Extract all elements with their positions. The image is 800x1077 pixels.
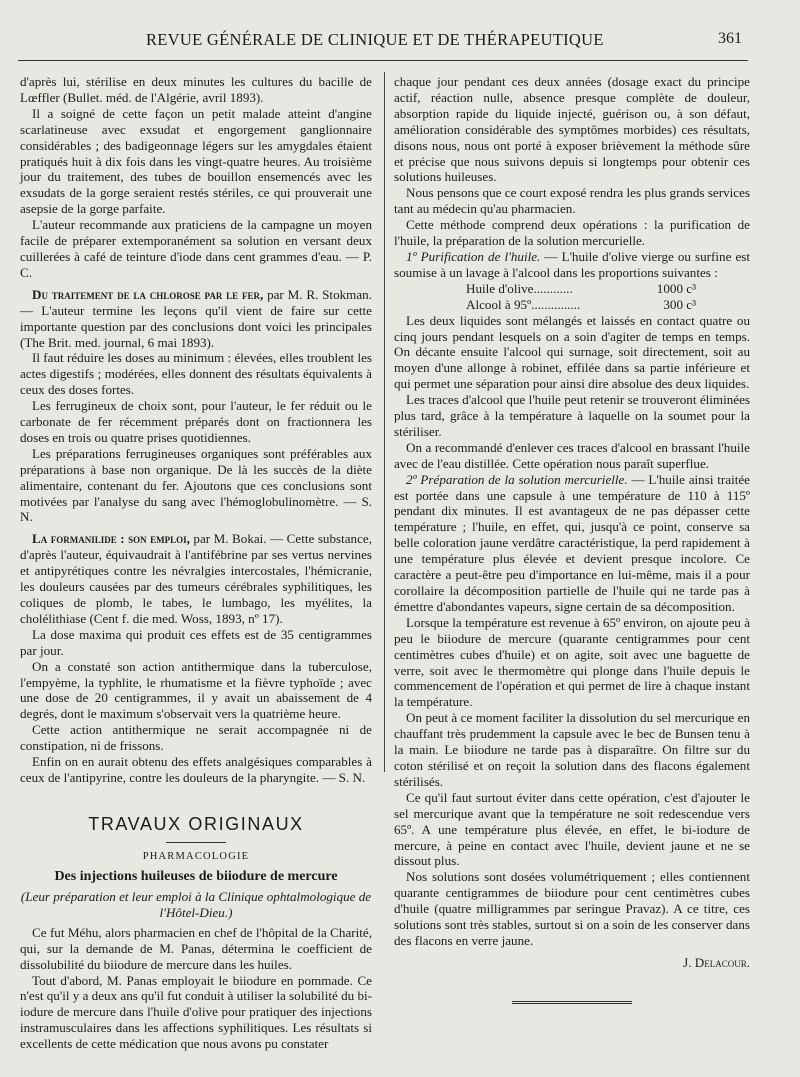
right-column	[394, 74, 750, 1004]
paragraph: chaque jour pendant ces deux années (dosage exact du principe actif, réaction nulle, absence presque complète de douleur, absorption rapide du liquide injecté, guérison ou, à son défaut, amélioration considérable des symptômes morbides) ces résultats, disons nous, nous ont porté à exposer brièvement la méthode sûre et précise que nous suivons depuis si longtemps pour obtenir ces solutions huileuses.	[394, 74, 750, 185]
page-header	[18, 26, 742, 56]
step-label: 2º Préparation de la solution mercurielle.	[406, 471, 628, 487]
paragraph: La dose maxima qui produit ces effets est de 35 centigrammes par jour.	[20, 626, 372, 658]
section-rule	[166, 842, 226, 843]
paragraph	[20, 531, 372, 626]
recipe-quantity: 300 c³	[663, 296, 696, 312]
paragraph: Ce fut Méhu, alors pharmacien en chef de l'hôpital de la Charité, qui, sur la demande de M. Panas, détermina le coefficient de dissolubilité du biiodure de mercure dans les huiles.	[20, 924, 372, 972]
paragraph: Nos solutions sont dosées volumétriquement ; elles contiennent quarante centigrammes de biiodure pour cent centimètres cubes d'huile (quatre milligrammes par seringue Pravaz). A ce titre, ces solutions sont très stables, surtout si on a soin de les conserver dans des flacons en verre jaune.	[394, 869, 750, 948]
recipe-row	[394, 281, 750, 297]
article-subtitle: (Leur préparation et leur emploi à la Clinique ophtalmologique de l'Hôtel-Dieu.)	[20, 888, 372, 920]
paragraph: Il a soigné de cette façon un petit malade atteint d'angine scarlatineuse avec exsudat et engorgement ganglionnaire considérables ; des badigeonnage légers sur les amygdales étaient pratiqués huit à dix fois dans les vingt-quatre heures. Au troisième jour du traitement, des tubes de bouillon ensemencés avec les exsudats de la gorge seraient restés stériles, ce qui prouverait une asepsie de la gorge parfaite.	[20, 105, 372, 217]
recipe-ingredient: Alcool à 95º...............	[466, 296, 581, 312]
paragraph: On peut à ce moment faciliter la dissolution du sel mercurique en chauffant très prudemment la capsule avec le bec de Bunsen tenu à la main. Le biiodure ne tarde pas à disparaître. On filtre sur du coton stérilisé et on reçoit la solution dans des flacons également stérilisés.	[394, 710, 750, 789]
paragraph: Tout d'abord, M. Panas employait le biiodure en pommade. Ce n'est qu'il y a deux ans qu'il fut conduit à utiliser la solubilité du bi-iodure de mercure dans l'huile d'olive pour pratiquer des injections instramusculaires dans les affections syphilitiques. Les résultats si excellents de cette médication que nous avons pu constater	[20, 972, 372, 1052]
entry-title: Du traitement de la chlorose par le fer,	[32, 286, 264, 302]
paragraph: Les deux liquides sont mélangés et laissés en contact quatre ou cinq jours pendant lesquels on a soin d'agiter de temps en temps. On décante ensuite l'alcool qui surnage, soit directement, soit au moyen d'une allonge à robinet, effilée dans sa partie inférieure et qui permet une séparation pour ainsi dire absolue des deux liquides.	[394, 312, 750, 392]
recipe-row	[394, 297, 750, 313]
paragraph: d'après lui, stérilise en deux minutes les cultures du bacille de Lœffler (Bullet. méd. de l'Algérie, avril 1893).	[20, 74, 372, 105]
paragraph	[394, 472, 750, 615]
left-column	[20, 74, 372, 1052]
recipe-ingredient: Huile d'olive............	[466, 280, 573, 296]
step-body: — L'huile d'olive vierge ou surfine est soumise à un lavage à l'alcool dans les proportions suivantes :	[394, 248, 750, 280]
entry-title: La formanilide : son emploi,	[32, 531, 190, 547]
paragraph	[394, 249, 750, 281]
paragraph: Enfin on en aurait obtenu des effets analgésiques comparables à ceux de l'antipyrine, contre les douleurs de la pharyngite. — S. N.	[20, 754, 372, 785]
signature: J. Delacour.	[683, 954, 750, 970]
paragraph	[20, 287, 372, 351]
paragraph: Cette action antithermique ne serait accompagnée ni de constipation, ni de frissons.	[20, 722, 372, 754]
rubric: PHARMACOLOGIE	[142, 850, 250, 862]
step-label: 1º Purification de l'huile.	[406, 248, 541, 264]
page-number: 361	[718, 30, 742, 47]
paragraph: Cette méthode comprend deux opérations : la purification de l'huile, la préparation de la solution mercurielle.	[394, 217, 750, 249]
article-title: Des injections huileuses de biiodure de mercure	[54, 868, 338, 884]
paragraph: Nous pensons que ce court exposé rendra les plus grands services tant au médecin qu'au pharmacien.	[394, 185, 750, 217]
entry-body: par M. Bokai. — Cette substance, d'après l'auteur, équivaudrait à l'antifébrine par ses vertus nervines et antipyrétiques contre les névralgies intercostales, l'hémicranie, les douleurs causées par des tumeurs cérébrales syphilitiques, les coliques de plomb, le tabes, le lumbago, les myélites, la cholélithiase (Cent f. die med. Woss, 1893, nº 17).	[20, 531, 372, 626]
paragraph: Il faut réduire les doses au minimum : élevées, elles troublent les actes digestifs ; modérées, elles donnent des résultats équivalents à ceux des doses fortes.	[20, 350, 372, 398]
step-body: — L'huile ainsi traitée est portée dans une capsule à une température de 110 à 115º pendant dix minutes. Il est avantageux de ne pas dépasser cette température ; l'huile, en effet, qui, jusqu'à ce point, conserve sa belle coloration jaune verdâtre caractéristique, la perd rapidement à une température plus élevée et devient presque incolore. Ce caractère a peut-être peu d'importance en lui-même, mais il a pour corollaire la décomposition partielle de l'huile qui ne tarde pas à émettre d'abondantes vapeurs, signe certain de sa décomposition.	[394, 471, 750, 614]
paragraph: Les préparations ferrugineuses organiques sont préférables aux préparations à base non organique. De là les succès de la diète alimentaire, contenant du fer. Ajoutons que ces conclusions sont motivées par l'analyse du sang avec l'hémoglobulinomètre. — S. N.	[20, 445, 372, 525]
running-title: REVUE GÉNÉRALE DE CLINIQUE ET DE THÉRAPEUTIQUE	[146, 30, 604, 49]
paragraph: On a recommandé d'enlever ces traces d'alcool en brassant l'huile avec de l'eau distillée. Cette opération nous paraît superflue.	[394, 439, 750, 471]
paragraph: Ce qu'il faut surtout éviter dans cette opération, c'est d'ajouter le sel mercurique avant que la température ne soit redescendue vers 65º. A une température plus élevée, en effet, le bi-iodure de mercure, à peine en contact avec l'huile, devient jaune et ne se dissout plus.	[394, 789, 750, 869]
paragraph: Les traces d'alcool que l'huile peut retenir se trouveront éliminées plus tard, grâce à la température à laquelle on la soumet pour la stériliser.	[394, 392, 750, 439]
recipe-quantity: 1000 c³	[656, 280, 696, 296]
paragraph: On a constaté son action antithermique dans la tuberculose, l'empyème, la typhlite, le rhumatisme et la fièvre typhoïde ; avec une dose de 20 centigrammes, il y avait un abaissement de 4 degrés, dont le maximum s'observait vers la quatrième heure.	[20, 658, 372, 722]
entry-body: par M. R. Stokman. — L'auteur termine les leçons qu'il vient de faire sur cette importante question par des conclusions dont voici les principales (The Brit. med. journal, 6 mai 1893).	[20, 286, 372, 350]
header-rule	[18, 60, 748, 61]
end-rule	[512, 1001, 632, 1004]
paragraph: Les ferrugineux de choix sont, pour l'auteur, le fer réduit ou le carbonate de fer récemment préparés dont on fractionnera les doses en trois ou quatre prises quotidiennes.	[20, 398, 372, 445]
column-divider	[384, 72, 385, 772]
paragraph: Lorsque la température est revenue à 65º environ, on ajoute peu à peu le biiodure de mercure (quarante centigrammes pour cent centimètres cubes d'huile) et on agite, soit avec une baguette de verre, soit avec le thermomètre qui plonge dans l'huile depuis le commencement de l'opération et qui permet de lire à chaque instant la température.	[394, 614, 750, 710]
paragraph: L'auteur recommande aux praticiens de la campagne un moyen facile de préparer extemporanément sa solution en versant deux cuillerées à café de teinture d'iode dans cent grammes d'eau. — P. C.	[20, 217, 372, 280]
section-title: TRAVAUX ORIGINAUX	[88, 813, 304, 834]
